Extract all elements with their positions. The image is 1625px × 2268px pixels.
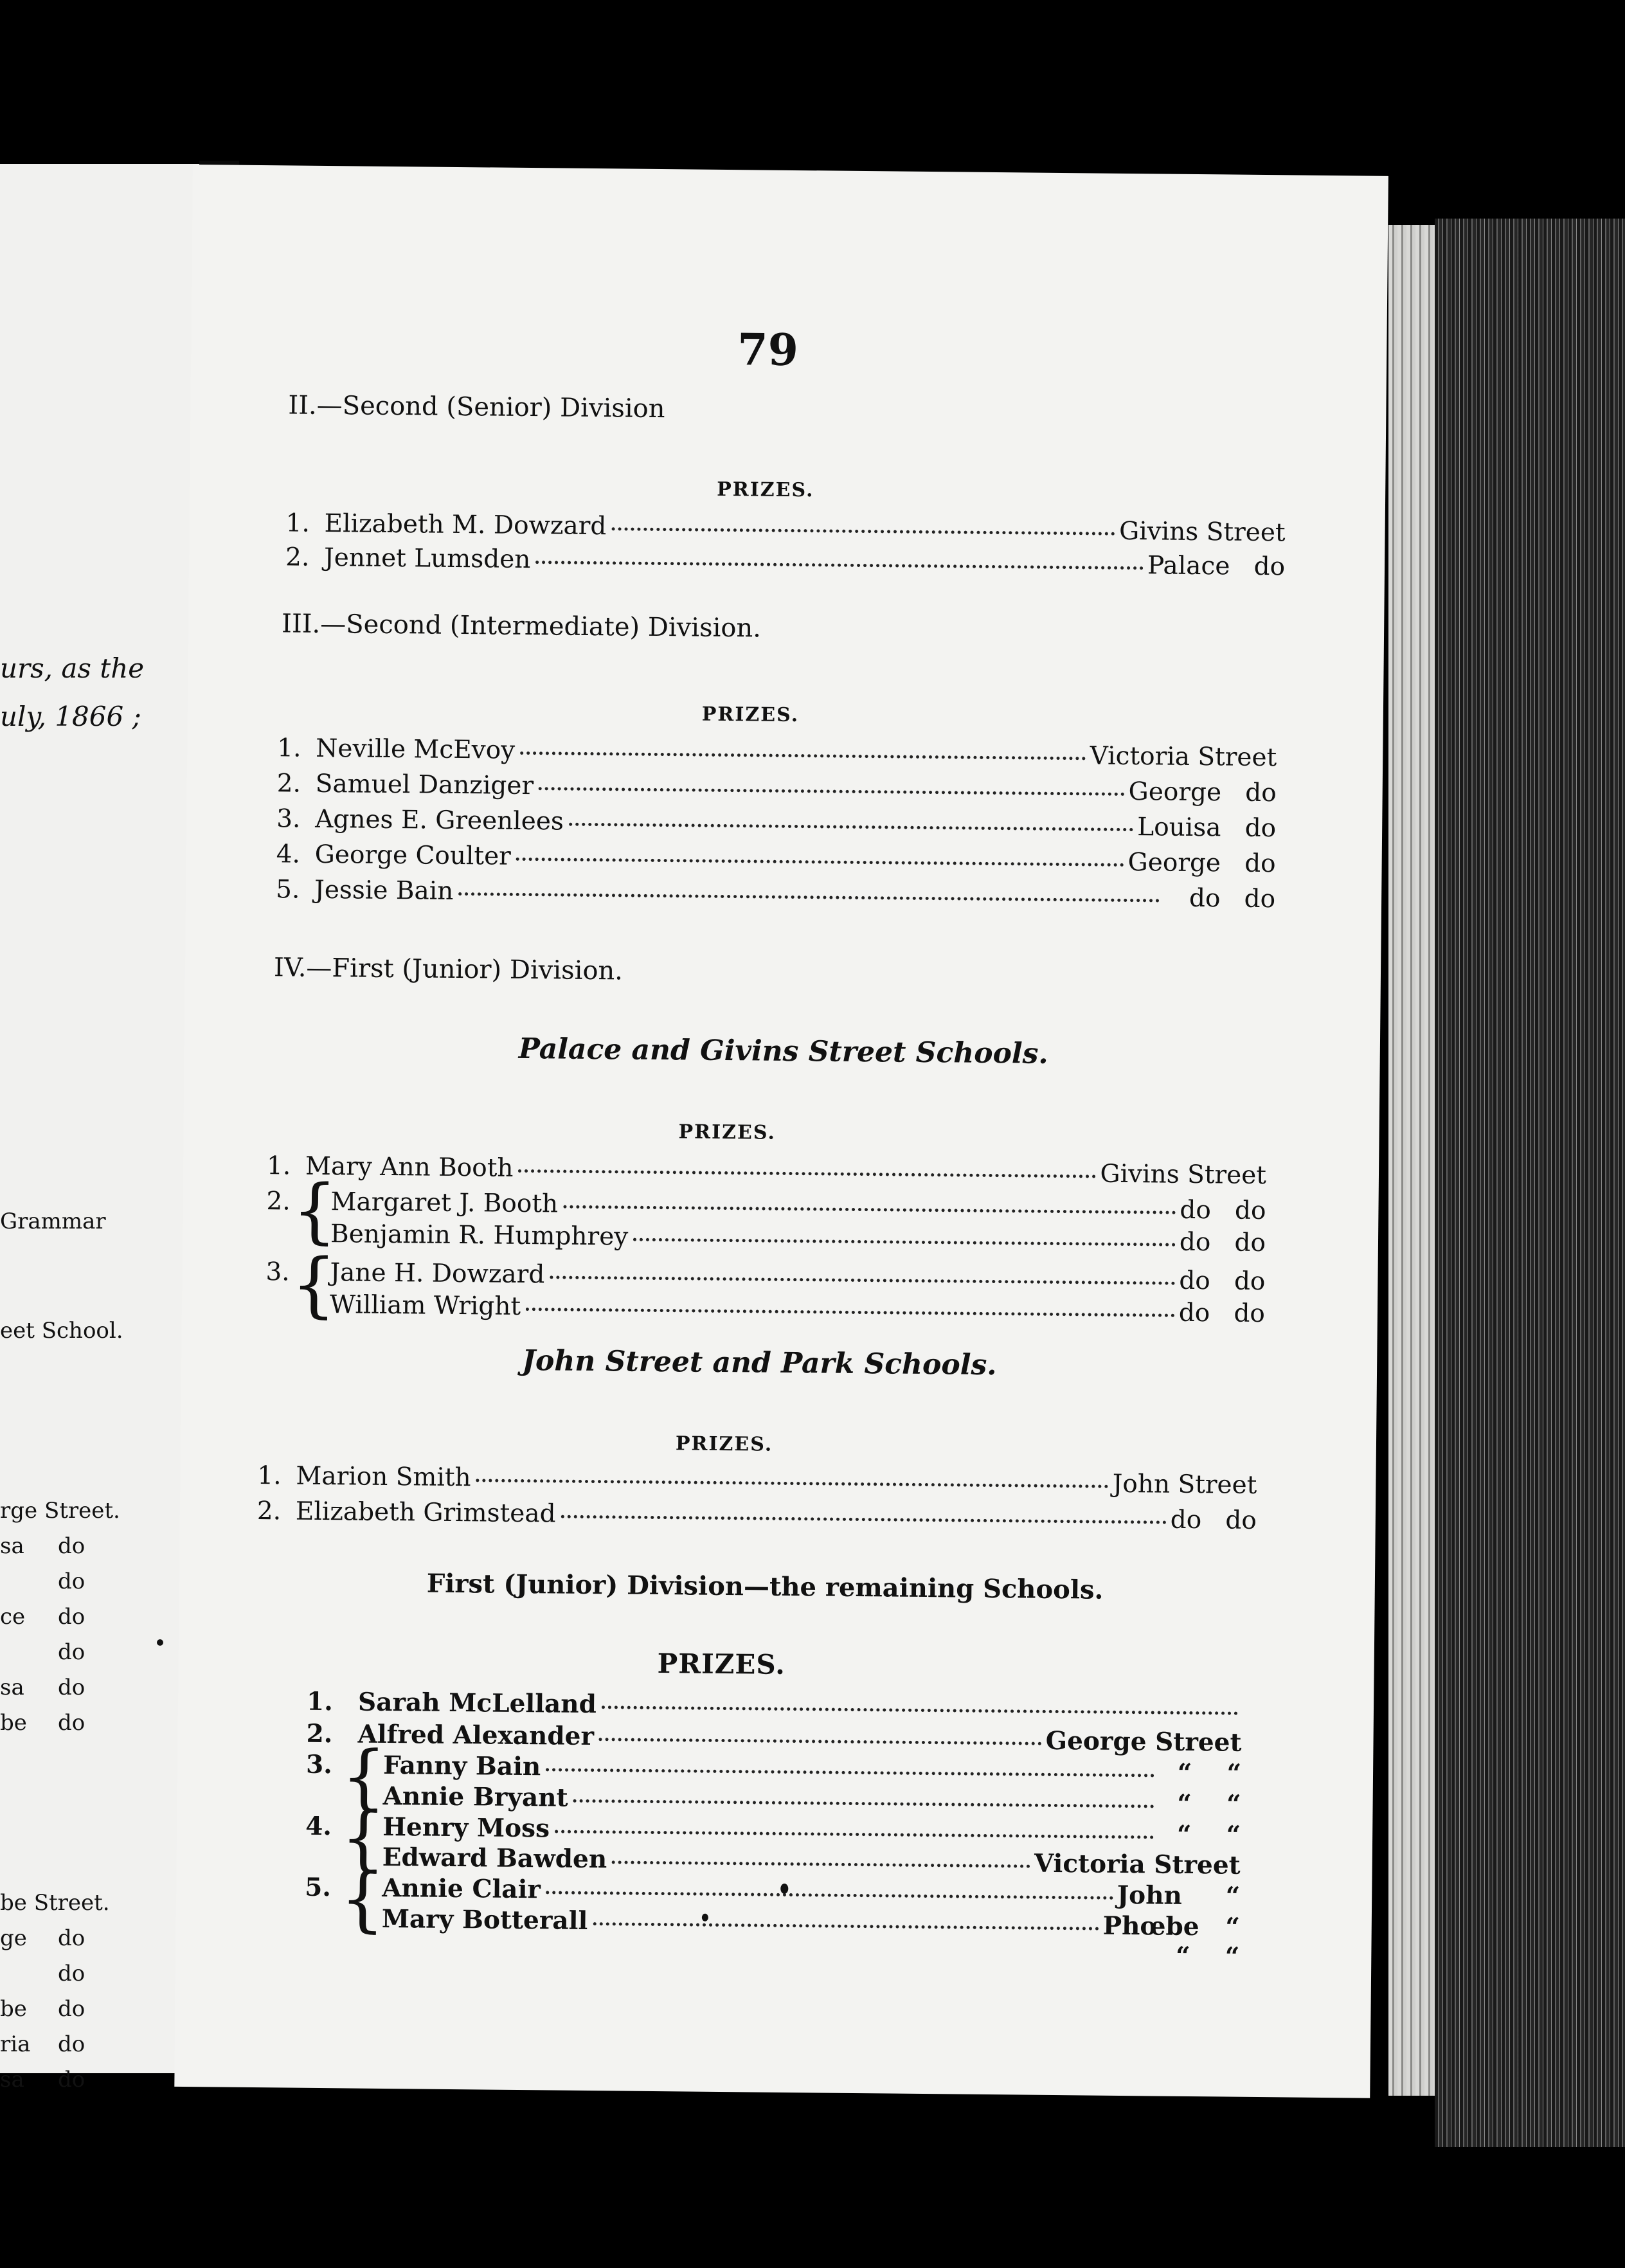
leader-dots [633, 1236, 1176, 1246]
leader-dots [526, 1306, 1175, 1317]
list-item: 1. Mary Ann Booth Givins Street [266, 1151, 1267, 1191]
leader-dots [458, 890, 1160, 902]
main-page [174, 165, 1388, 2098]
prizes-label: PRIZES. [657, 1648, 786, 1680]
leader-dots [535, 559, 1144, 570]
left-page-line: urs, as the [0, 652, 145, 684]
school-title: John Street and Park Schools. [521, 1344, 997, 1382]
leader-dots [555, 1828, 1154, 1839]
list-item: 2. Jennet Lumsden Palace do [285, 543, 1286, 582]
group-brace: { [291, 1243, 337, 1326]
left-page-line: sa do [0, 1675, 85, 1700]
list-item: 3. Agnes E. Greenlees Louisa do [276, 804, 1277, 843]
school-title: Palace and Givins Street Schools. [518, 1032, 1048, 1070]
leader-dots [539, 785, 1125, 796]
leader-dots [476, 1477, 1109, 1488]
leader-dots [569, 821, 1133, 831]
leader-dots [550, 1274, 1175, 1284]
list-item: 2. Alfred Alexander George Street [306, 1718, 1242, 1758]
leader-dots [561, 1513, 1167, 1524]
leader-dots [573, 1797, 1154, 1808]
left-page-line: rge Street. [0, 1498, 120, 1524]
left-page-line: be Street. [0, 1890, 110, 1916]
group-brace: { [340, 1796, 386, 1879]
leader-dots [516, 856, 1124, 867]
group-brace: { [291, 1169, 338, 1252]
list-item: 1. Neville McEvoy Victoria Street [277, 734, 1277, 773]
list-item: 1. Sarah McLelland [307, 1684, 1242, 1728]
remaining-schools-heading: First (Junior) Division—the remaining Schools. [426, 1568, 1104, 1605]
prizes-label: PRIZES. [701, 703, 800, 727]
list-item: William Wright do do [329, 1290, 1266, 1329]
list-item: 5. Jessie Bain do do [275, 875, 1276, 914]
leader-dots [602, 1704, 1238, 1715]
list-item: 3. Fanny Bain “ “ [305, 1749, 1242, 1788]
list-item: Benjamin R. Humphrey do do [330, 1220, 1266, 1258]
list-item: 2. Elizabeth Grimstead do do [256, 1497, 1257, 1535]
left-page-line: ce do [0, 1604, 85, 1630]
junior-division-heading: IV.—First (Junior) Division. [273, 953, 624, 986]
list-item: Mary Botterall Phœbe “ [381, 1904, 1240, 1942]
leader-dots [546, 1889, 1113, 1899]
ink-speck [780, 1884, 788, 1894]
leader-dots [518, 1167, 1096, 1178]
group-brace: { [341, 1735, 387, 1819]
book-side-edge [1435, 219, 1625, 2147]
leader-dots [612, 1859, 1030, 1868]
left-page-line: ge do [0, 1925, 85, 1951]
senior-division-heading: II.—Second (Senior) Division [288, 390, 665, 424]
prizes-label: PRIZES. [675, 1432, 773, 1456]
leader-dots [599, 1736, 1042, 1745]
page-edge [1388, 225, 1435, 2096]
left-page-line: be do [0, 1996, 85, 2022]
left-page-line: be do [0, 1710, 85, 1736]
left-page-line: do [58, 1639, 85, 1665]
list-item: 3. Jane H. Dowzard do do [265, 1257, 1266, 1297]
left-facing-page [0, 164, 199, 2092]
list-item: 4. George Coulter George do [276, 840, 1276, 879]
list-item: Edward Bawden Victoria Street [382, 1842, 1241, 1880]
left-page-line: sa do [0, 1533, 85, 1559]
left-page-line: do [58, 1961, 85, 1986]
list-item: “ “ [1175, 1941, 1240, 1972]
list-item: 1. Marion Smith John Street [257, 1461, 1257, 1500]
leader-dots [520, 750, 1086, 760]
list-item: 2. Samuel Danziger George do [276, 769, 1277, 808]
leader-dots [593, 1920, 1099, 1931]
prizes-label: PRIZES. [717, 478, 814, 502]
intermediate-division-heading: III.—Second (Intermediate) Division. [281, 609, 762, 644]
left-page-line: Grammar [0, 1209, 106, 1234]
list-item: 5. Annie Clair John “ [305, 1872, 1241, 1911]
leader-dots [611, 525, 1115, 536]
group-brace: { [339, 1857, 386, 1940]
left-page-line: uly, 1866 ; [0, 701, 141, 732]
leader-dots [546, 1766, 1154, 1777]
prizes-label: PRIZES. [678, 1120, 777, 1144]
ink-speck [157, 1639, 163, 1646]
leader-dots [563, 1203, 1176, 1214]
list-item: 1. Elizabeth M. Dowzard Givins Street [285, 509, 1286, 548]
left-page-line: eet School. [0, 1318, 123, 1344]
ink-speck [702, 1914, 708, 1922]
page-number: 79 [737, 324, 799, 377]
left-page-line: sa do [0, 2067, 85, 2092]
left-page-line: do [58, 1569, 85, 1594]
left-page-line: ria do [0, 2031, 85, 2057]
list-item: 4. Henry Moss “ “ [305, 1811, 1241, 1850]
list-item: 2. Margaret J. Booth do do [266, 1187, 1266, 1226]
list-item: Annie Bryant “ “ [382, 1781, 1241, 1819]
